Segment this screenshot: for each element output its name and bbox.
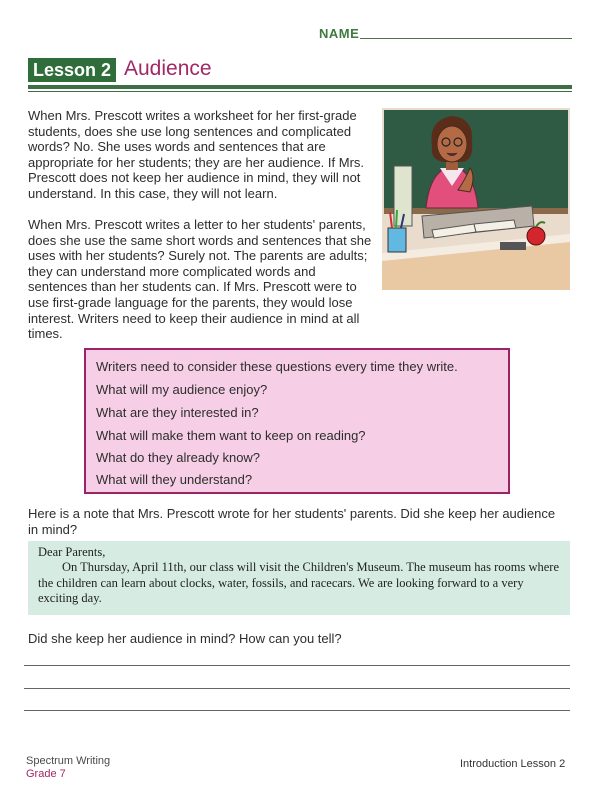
answer-line[interactable] bbox=[24, 688, 570, 689]
footer-section: Introduction Lesson 2 bbox=[460, 758, 566, 770]
question-item: What are they interested in? bbox=[96, 405, 259, 420]
questions-box bbox=[84, 348, 510, 494]
questions-intro: Writers need to consider these questions every time they write. bbox=[96, 359, 458, 374]
name-label: NAME bbox=[319, 26, 360, 41]
teacher-illustration bbox=[382, 108, 570, 290]
writing-prompt: Did she keep her audience in mind? How can you tell? bbox=[28, 631, 342, 646]
letter-salutation: Dear Parents, bbox=[38, 545, 106, 559]
header-rule bbox=[28, 85, 572, 89]
footer-grade: Grade 7 bbox=[26, 768, 66, 780]
intro-paragraph-1: When Mrs. Prescott writes a worksheet for her first-grade students, does she use long sentences and complicated words? No. She uses words and sentences that are appropriate for her students; they are her audience. If Mrs. Prescott does not keep her audience in mind, they will not understand. In this case, they will not learn. bbox=[28, 108, 365, 201]
note-intro: Here is a note that Mrs. Prescott wrote for her students' parents. Did she keep her audience in mind? bbox=[28, 506, 556, 537]
answer-line[interactable] bbox=[24, 665, 570, 666]
question-item: What will they understand? bbox=[96, 472, 253, 487]
question-item: What do they already know? bbox=[96, 450, 261, 465]
footer-book-title: Spectrum Writing bbox=[26, 755, 111, 767]
question-item: What will make them want to keep on reading? bbox=[96, 428, 366, 443]
answer-line[interactable] bbox=[24, 710, 570, 711]
intro-paragraph-2: When Mrs. Prescott writes a letter to her students' parents, does she use the same short words and sentences that she uses with her students? Surely not. The parents are adults; they can understand more complicated words and sentences than her students can. If Mrs. Prescott were to use first-grade language for the parents, they would lose interest. Writers need to keep their audience in mind at all times. bbox=[28, 217, 372, 342]
lesson-number-badge: Lesson 2 bbox=[28, 58, 116, 82]
question-item: What will my audience enjoy? bbox=[96, 382, 268, 397]
lesson-title: Audience bbox=[124, 57, 212, 80]
name-input-line[interactable] bbox=[360, 38, 572, 39]
header-rule-thin bbox=[28, 91, 572, 92]
letter-body: On Thursday, April 11th, our class will visit the Children's Museum. The museum has rooms where the children can learn about clocks, water, fossils, and racecars. We are looking forward to a very exciting day. bbox=[38, 560, 559, 605]
parent-letter bbox=[28, 541, 570, 615]
